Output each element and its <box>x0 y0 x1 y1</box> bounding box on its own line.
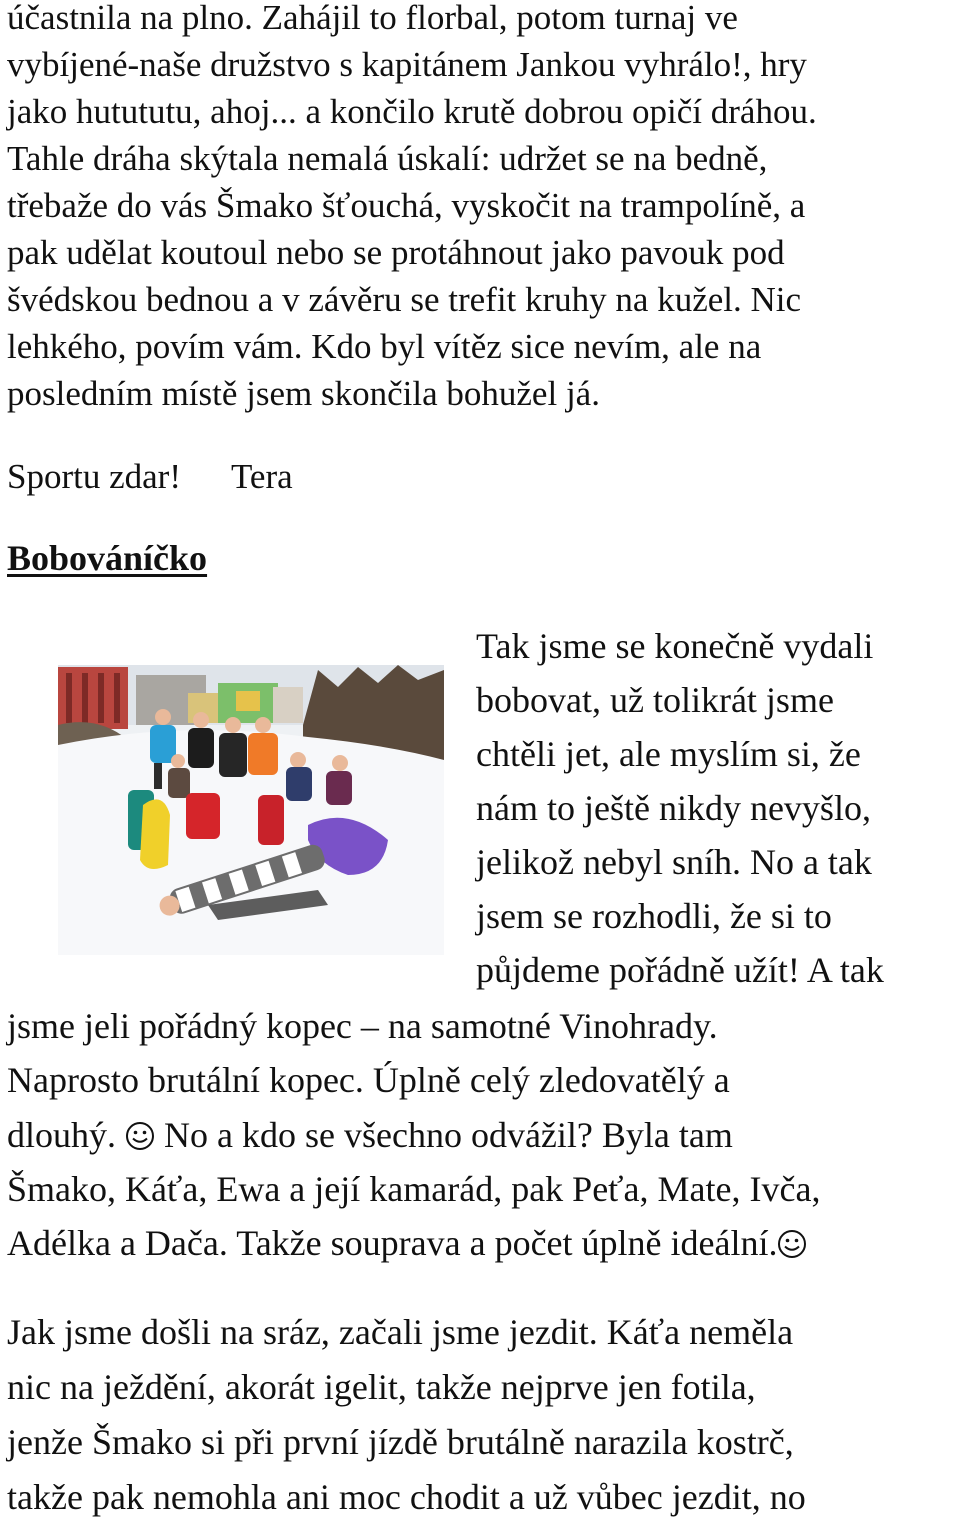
sledding-group-photo <box>58 665 444 955</box>
text-line <box>7 1216 807 1270</box>
text-line: Tak jsme se konečně vydali <box>476 626 874 666</box>
text-line: chtěli jet, ale myslím si, že <box>476 734 861 774</box>
text-line: posledním místě jsem skončila bohužel já. <box>7 374 600 413</box>
author-name: Tera <box>230 457 293 496</box>
text-line: jenže Šmako si při první jízdě brutálně narazila kostrč, <box>7 1422 794 1462</box>
text-line: Šmako, Káťa, Ewa a její kamarád, pak Peťa, Mate, Ivča, <box>7 1169 821 1209</box>
text-line: vybíjené-naše družstvo s kapitánem Jankou vyhrálo!, hry <box>7 45 807 84</box>
text-fragment: Adélka a Dača. Takže souprava a počet úplně ideální. <box>7 1223 778 1263</box>
text-line: pak udělat koutoul nebo se protáhnout jako pavouk pod <box>7 233 785 272</box>
text-line: jako hutututu, ahoj... a končilo krutě dobrou opičí dráhou. <box>7 92 817 131</box>
text-fragment: dlouhý. <box>7 1115 117 1155</box>
closing-line <box>7 453 293 501</box>
text-line: půjdeme pořádně užít! A tak <box>476 950 884 990</box>
text-fragment: No a kdo se všechno odvážil? Byla tam <box>164 1115 733 1155</box>
text-line: takže pak nemohla ani moc chodit a už vůbec jezdit, no <box>7 1477 806 1517</box>
text-line: jsem se rozhodli, že si to <box>476 896 832 936</box>
text-line: nám to ještě nikdy nevyšlo, <box>476 788 871 828</box>
text-line: jsme jeli pořádný kopec – na samotné Vinohrady. <box>7 1006 718 1046</box>
section-title: Bobováníčko <box>7 538 208 578</box>
closing-text: Sportu zdar! <box>7 457 181 496</box>
text-line: nic na ježdění, akorát igelit, takže nejprve jen fotila, <box>7 1367 756 1407</box>
text-line: Tahle dráha skýtala nemalá úskalí: udržet se na bedně, <box>7 139 768 178</box>
text-line: Naprosto brutální kopec. Úplně celý zledovatělý a <box>7 1060 730 1100</box>
text-line: lehkého, povím vám. Kdo byl vítěz sice nevím, ale na <box>7 327 762 366</box>
text-line <box>7 1108 733 1162</box>
text-line: bobovat, už tolikrát jsme <box>476 680 834 720</box>
text-line: jelikož nebyl sníh. No a tak <box>476 842 872 882</box>
text-line: švédskou bednou a v závěru se trefit kruhy na kužel. Nic <box>7 280 802 319</box>
text-line: třebaže do vás Šmako šťouchá, vyskočit na trampolíně, a <box>7 186 806 225</box>
text-line: Jak jsme došli na sráz, začali jsme jezdit. Káťa neměla <box>7 1312 794 1352</box>
text-line: účastnila na plno. Zahájil to florbal, potom turnaj ve <box>7 0 738 37</box>
smiley-icon <box>777 1229 807 1259</box>
smiley-icon <box>125 1121 155 1151</box>
